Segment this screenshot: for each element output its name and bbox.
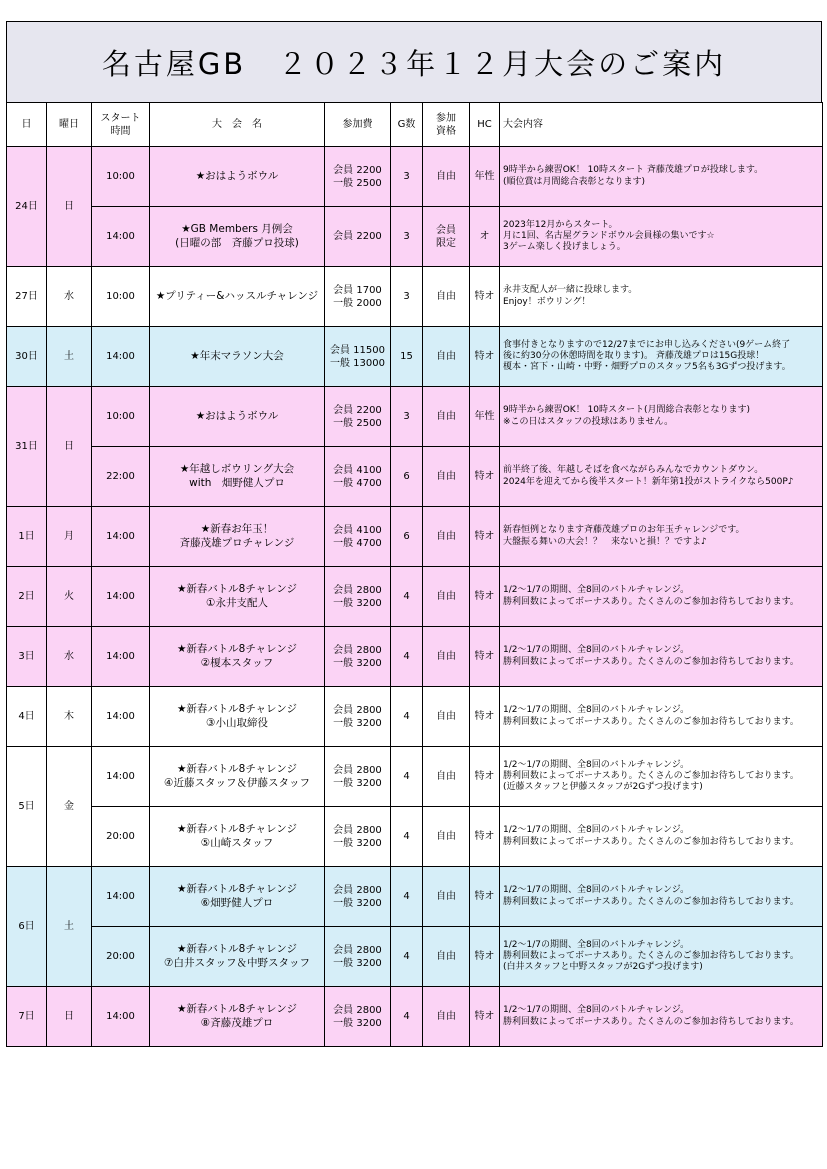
hc-cell: 年性 xyxy=(470,387,500,447)
games-cell: 4 xyxy=(391,807,423,867)
qualification-cell xyxy=(423,327,470,387)
text-line: ★おはようボウル xyxy=(195,169,279,182)
games-cell: 4 xyxy=(391,867,423,927)
header-start-time: スタート 時間 xyxy=(92,103,150,147)
text-line: 自由 xyxy=(436,411,456,422)
text-line: 会員 2200 xyxy=(333,231,382,242)
text-line: 月に1回、名古屋グランドボウル会員様の集いです☆ xyxy=(503,230,715,241)
text-line: ⑥畑野健人プロ xyxy=(200,896,274,909)
hc-cell: 特オ xyxy=(470,507,500,567)
weekday-cell: 木 xyxy=(47,687,92,747)
hc-cell: 特オ xyxy=(470,267,500,327)
qualification-cell xyxy=(423,267,470,327)
event-name-cell xyxy=(150,627,325,687)
hc-cell: 特オ xyxy=(470,867,500,927)
event-name-cell xyxy=(150,387,325,447)
event-name-cell xyxy=(150,567,325,627)
text-line: 榎本・宮下・山崎・中野・畑野プロのスタッフ5名も3Gずつ投げます。 xyxy=(503,362,791,373)
text-line: ★年末マラソン大会 xyxy=(190,349,284,362)
text-line: ★新春バトル8チャレンジ xyxy=(176,882,298,895)
table-row xyxy=(7,387,823,447)
content-cell xyxy=(500,687,823,747)
content-cell xyxy=(500,567,823,627)
games-cell: 4 xyxy=(391,567,423,627)
text-line: 2024年を迎えてから後半スタート！新年第1投がストライクなら500P♪ xyxy=(503,476,794,487)
text-line: 一般 2500 xyxy=(333,177,382,189)
event-name-cell xyxy=(150,507,325,567)
qualification-cell xyxy=(423,627,470,687)
qualification-cell xyxy=(423,687,470,747)
text-line: 1/2～1/7の期間、全8回のバトルチャレンジ。 xyxy=(503,585,690,596)
text-line: ⑧斉藤茂雄プロ xyxy=(200,1016,274,1029)
text-line: 3ゲーム楽しく投げましょう。 xyxy=(503,242,626,253)
text-line: 一般 3200 xyxy=(333,1017,382,1029)
text-line: 会員 2800 xyxy=(333,884,382,896)
hc-cell: 特オ xyxy=(470,447,500,507)
qualification-cell xyxy=(423,507,470,567)
text-line: 斉藤茂雄プロチャレンジ xyxy=(179,536,295,549)
text-line: ③小山取締役 xyxy=(206,716,268,729)
text-line: 前半終了後、年越しそばを食べながらみんなでカウントダウン。 xyxy=(503,465,764,476)
text-line: (白井スタッフと中野スタッフが2Gずつ投げます) xyxy=(503,962,703,973)
weekday-cell: 土 xyxy=(47,867,92,987)
day-cell: 30日 xyxy=(7,327,47,387)
text-line: 自由 xyxy=(436,951,456,962)
text-line: 1/2～1/7の期間、全8回のバトルチャレンジ。 xyxy=(503,645,690,656)
text-line: 会員 2200 xyxy=(333,404,382,416)
games-cell: 3 xyxy=(391,147,423,207)
text-line: 一般 4700 xyxy=(333,477,382,489)
event-name-cell xyxy=(150,447,325,507)
content-cell xyxy=(500,387,823,447)
text-line: 永井支配人が一緒に投球します。 xyxy=(503,285,638,296)
text-line: 限定 xyxy=(436,237,456,249)
games-cell: 3 xyxy=(391,207,423,267)
text-line: 会員 2800 xyxy=(333,644,382,656)
event-name-cell xyxy=(150,327,325,387)
table-row xyxy=(7,987,823,1047)
day-cell: 6日 xyxy=(7,867,47,987)
day-cell: 31日 xyxy=(7,387,47,507)
qualification-cell xyxy=(423,987,470,1047)
event-name-cell xyxy=(150,987,325,1047)
qualification-cell xyxy=(423,147,470,207)
text-line: (近藤スタッフと伊藤スタッフが2Gずつ投げます) xyxy=(503,782,703,793)
fee-cell xyxy=(325,807,391,867)
header-day: 日 xyxy=(7,103,47,147)
table-row xyxy=(7,147,823,207)
content-cell xyxy=(500,147,823,207)
hc-cell: 特オ xyxy=(470,567,500,627)
content-cell xyxy=(500,207,823,267)
text-line: ②榎本スタッフ xyxy=(200,656,274,669)
text-line: ⑤山崎スタッフ xyxy=(200,836,274,849)
table-row xyxy=(7,447,823,507)
text-line: 自由 xyxy=(436,351,456,362)
text-line: 勝利回数によってボーナスあり。たくさんのご参加お待ちしております。 xyxy=(503,656,799,667)
text-line: 会員 4100 xyxy=(333,524,382,536)
text-line: ①永井支配人 xyxy=(206,596,268,609)
qualification-cell xyxy=(423,207,470,267)
schedule-body xyxy=(7,147,823,1047)
text-line: 自由 xyxy=(436,891,456,902)
weekday-cell: 水 xyxy=(47,627,92,687)
header-hc: HC xyxy=(470,103,500,147)
text-line: 会員 4100 xyxy=(333,464,382,476)
text-line: 会員 xyxy=(436,224,456,236)
text-line: 会員 11500 xyxy=(330,344,385,356)
hc-cell: 年性 xyxy=(470,147,500,207)
text-line: ★新春バトル8チャレンジ xyxy=(176,642,298,655)
qualification-cell xyxy=(423,447,470,507)
day-cell: 24日 xyxy=(7,147,47,267)
schedule-sheet xyxy=(6,21,822,1047)
text-line: 一般 2500 xyxy=(333,417,382,429)
fee-cell xyxy=(325,267,391,327)
content-cell xyxy=(500,987,823,1047)
text-line: 一般 3200 xyxy=(333,597,382,609)
table-row xyxy=(7,927,823,987)
fee-cell xyxy=(325,327,391,387)
text-line: 自由 xyxy=(436,831,456,842)
fee-cell xyxy=(325,507,391,567)
day-cell: 27日 xyxy=(7,267,47,327)
text-line: 一般 3200 xyxy=(333,717,382,729)
start-time-cell: 20:00 xyxy=(92,807,150,867)
games-cell: 15 xyxy=(391,327,423,387)
text-line: 1/2～1/7の期間、全8回のバトルチャレンジ。 xyxy=(503,1005,690,1016)
games-cell: 6 xyxy=(391,447,423,507)
qualification-cell xyxy=(423,927,470,987)
content-cell xyxy=(500,807,823,867)
table-row xyxy=(7,747,823,807)
text-line: 自由 xyxy=(436,711,456,722)
header-event-name: 大 会 名 xyxy=(150,103,325,147)
table-row xyxy=(7,327,823,387)
text-line: ★新春バトル8チャレンジ xyxy=(176,762,298,775)
text-line: 勝利回数によってボーナスあり。たくさんのご参加お待ちしております。 xyxy=(503,836,799,847)
start-time-cell: 22:00 xyxy=(92,447,150,507)
text-line: 会員 2800 xyxy=(333,944,382,956)
games-cell: 4 xyxy=(391,987,423,1047)
weekday-cell: 月 xyxy=(47,507,92,567)
start-time-cell: 10:00 xyxy=(92,267,150,327)
text-line: (順位賞は月間総合表彰となります) xyxy=(503,176,646,187)
text-line: 1/2～1/7の期間、全8回のバトルチャレンジ。 xyxy=(503,939,690,950)
qualification-cell xyxy=(423,387,470,447)
games-cell: 4 xyxy=(391,747,423,807)
content-cell xyxy=(500,747,823,807)
weekday-cell: 金 xyxy=(47,747,92,867)
event-name-cell xyxy=(150,747,325,807)
fee-cell xyxy=(325,747,391,807)
text-line: 2023年12月からスタート。 xyxy=(503,219,618,230)
page-title: 名古屋GB ２０２３年１２月大会のご案内 xyxy=(101,46,727,81)
hc-cell: 特オ xyxy=(470,747,500,807)
start-time-cell: 14:00 xyxy=(92,507,150,567)
text-line: 自由 xyxy=(436,771,456,782)
text-line: (日曜の部 斉藤プロ投球) xyxy=(175,236,299,249)
text-line: 自由 xyxy=(436,651,456,662)
hc-cell: 特オ xyxy=(470,807,500,867)
table-row xyxy=(7,207,823,267)
text-line: ★新春お年玉！ xyxy=(200,522,274,535)
games-cell: 3 xyxy=(391,387,423,447)
text-line: ★新春バトル8チャレンジ xyxy=(176,1002,298,1015)
hc-cell: 特オ xyxy=(470,987,500,1047)
schedule-table xyxy=(6,102,823,1047)
fee-cell xyxy=(325,627,391,687)
text-line: 一般 3200 xyxy=(333,657,382,669)
text-line: 一般 2000 xyxy=(333,297,382,309)
content-cell xyxy=(500,267,823,327)
text-line: ★新春バトル8チャレンジ xyxy=(176,822,298,835)
text-line: 9時半から練習OK！ 10時スタート(月間総合表彰となります) xyxy=(503,405,751,416)
start-time-cell: 10:00 xyxy=(92,147,150,207)
text-line: 自由 xyxy=(436,171,456,182)
start-time-cell: 14:00 xyxy=(92,687,150,747)
content-cell xyxy=(500,507,823,567)
text-line: 会員 2800 xyxy=(333,824,382,836)
day-cell: 3日 xyxy=(7,627,47,687)
games-cell: 6 xyxy=(391,507,423,567)
text-line: 自由 xyxy=(436,531,456,542)
content-cell xyxy=(500,927,823,987)
games-cell: 4 xyxy=(391,687,423,747)
header-fee: 参加費 xyxy=(325,103,391,147)
text-line: ★新春バトル8チャレンジ xyxy=(176,582,298,595)
fee-cell xyxy=(325,987,391,1047)
text-line: 自由 xyxy=(436,1011,456,1022)
start-time-cell: 14:00 xyxy=(92,327,150,387)
hc-cell: 特オ xyxy=(470,327,500,387)
text-line: 新春恒例となります斉藤茂雄プロのお年玉チャレンジです。 xyxy=(503,525,745,536)
text-line: 一般 3200 xyxy=(333,957,382,969)
text-line: 勝利回数によってボーナスあり。たくさんのご参加お待ちしております。 xyxy=(503,896,799,907)
start-time-cell: 14:00 xyxy=(92,207,150,267)
text-line: with 畑野健人プロ xyxy=(189,476,285,489)
text-line: 勝利回数によってボーナスあり。たくさんのご参加お待ちしております。 xyxy=(503,1016,799,1027)
start-time-cell: 20:00 xyxy=(92,927,150,987)
start-time-cell: 14:00 xyxy=(92,747,150,807)
text-line: 勝利回数によってボーナスあり。たくさんのご参加お待ちしております。 xyxy=(503,950,799,961)
fee-cell xyxy=(325,567,391,627)
table-row xyxy=(7,567,823,627)
text-line: 一般 3200 xyxy=(333,897,382,909)
header-weekday: 曜日 xyxy=(47,103,92,147)
text-line: 1/2～1/7の期間、全8回のバトルチャレンジ。 xyxy=(503,825,690,836)
header-qualification: 参加 資格 xyxy=(423,103,470,147)
text-line: 会員 1700 xyxy=(333,284,382,296)
text-line: 会員 2800 xyxy=(333,704,382,716)
text-line: 会員 2800 xyxy=(333,1004,382,1016)
text-line: 自由 xyxy=(436,591,456,602)
text-line: ⑦白井スタッフ＆中野スタッフ xyxy=(164,956,310,969)
event-name-cell xyxy=(150,267,325,327)
text-line: ④近藤スタッフ＆伊藤スタッフ xyxy=(164,776,310,789)
day-cell: 5日 xyxy=(7,747,47,867)
weekday-cell: 水 xyxy=(47,267,92,327)
qualification-cell xyxy=(423,867,470,927)
text-line: Enjoy！ボウリング！ xyxy=(503,296,591,307)
text-line: ★新春バトル8チャレンジ xyxy=(176,942,298,955)
fee-cell xyxy=(325,867,391,927)
text-line: 自由 xyxy=(436,471,456,482)
event-name-cell xyxy=(150,807,325,867)
content-cell xyxy=(500,627,823,687)
fee-cell xyxy=(325,447,391,507)
hc-cell: 特オ xyxy=(470,927,500,987)
fee-cell xyxy=(325,927,391,987)
event-name-cell xyxy=(150,927,325,987)
text-line: 会員 2800 xyxy=(333,584,382,596)
text-line: ★新春バトル8チャレンジ xyxy=(176,702,298,715)
start-time-cell: 14:00 xyxy=(92,867,150,927)
content-cell xyxy=(500,867,823,927)
event-name-cell xyxy=(150,687,325,747)
qualification-cell xyxy=(423,747,470,807)
start-time-cell: 14:00 xyxy=(92,567,150,627)
table-row xyxy=(7,807,823,867)
header-games: G数 xyxy=(391,103,423,147)
hc-cell: 特オ xyxy=(470,687,500,747)
text-line: 一般 13000 xyxy=(330,357,385,369)
text-line: 一般 3200 xyxy=(333,837,382,849)
games-cell: 3 xyxy=(391,267,423,327)
title-banner xyxy=(6,21,822,103)
text-line: 9時半から練習OK！ 10時スタート 斉藤茂雄プロが投球します。 xyxy=(503,165,764,176)
games-cell: 4 xyxy=(391,927,423,987)
event-name-cell xyxy=(150,867,325,927)
table-row xyxy=(7,627,823,687)
content-cell xyxy=(500,327,823,387)
text-line: ★おはようボウル xyxy=(195,409,279,422)
start-time-cell: 14:00 xyxy=(92,627,150,687)
text-line: 大盤振る舞いの大会！？ 来ないと損！？ですよ♪ xyxy=(503,536,707,547)
text-line: 食事付きとなりますので12/27までにお申し込みください(9ゲーム終了 xyxy=(503,339,791,350)
hc-cell: オ xyxy=(470,207,500,267)
event-name-cell xyxy=(150,147,325,207)
fee-cell xyxy=(325,207,391,267)
text-line: 会員 2200 xyxy=(333,164,382,176)
qualification-cell xyxy=(423,807,470,867)
text-line: 勝利回数によってボーナスあり。たくさんのご参加お待ちしております。 xyxy=(503,770,799,781)
fee-cell xyxy=(325,147,391,207)
weekday-cell: 土 xyxy=(47,327,92,387)
table-row xyxy=(7,867,823,927)
table-row xyxy=(7,687,823,747)
text-line: 自由 xyxy=(436,291,456,302)
text-line: 1/2～1/7の期間、全8回のバトルチャレンジ。 xyxy=(503,705,690,716)
table-row xyxy=(7,267,823,327)
text-line: 一般 3200 xyxy=(333,777,382,789)
table-row xyxy=(7,507,823,567)
text-line: 後に約30分の休憩時間を取ります)。 斉藤茂雄プロは15G投球！ xyxy=(503,350,765,361)
header-content: 大会内容 xyxy=(500,103,823,147)
text-line: 勝利回数によってボーナスあり。たくさんのご参加お待ちしております。 xyxy=(503,596,799,607)
weekday-cell: 火 xyxy=(47,567,92,627)
text-line: 1/2～1/7の期間、全8回のバトルチャレンジ。 xyxy=(503,885,690,896)
text-line: ★GB Members 月例会 xyxy=(181,222,293,235)
text-line: ★年越しボウリング大会 xyxy=(179,462,295,475)
event-name-cell xyxy=(150,207,325,267)
text-line: 1/2～1/7の期間、全8回のバトルチャレンジ。 xyxy=(503,759,690,770)
text-line: 会員 2800 xyxy=(333,764,382,776)
header-row xyxy=(7,103,823,147)
day-cell: 7日 xyxy=(7,987,47,1047)
weekday-cell: 日 xyxy=(47,147,92,267)
weekday-cell: 日 xyxy=(47,987,92,1047)
text-line: 一般 4700 xyxy=(333,537,382,549)
hc-cell: 特オ xyxy=(470,627,500,687)
day-cell: 1日 xyxy=(7,507,47,567)
day-cell: 4日 xyxy=(7,687,47,747)
qualification-cell xyxy=(423,567,470,627)
content-cell xyxy=(500,447,823,507)
games-cell: 4 xyxy=(391,627,423,687)
text-line: ※この日はスタッフの投球はありません。 xyxy=(503,416,674,427)
text-line: ★プリティー&ハッスルチャレンジ xyxy=(155,289,319,302)
start-time-cell: 14:00 xyxy=(92,987,150,1047)
fee-cell xyxy=(325,687,391,747)
text-line: 勝利回数によってボーナスあり。たくさんのご参加お待ちしております。 xyxy=(503,716,799,727)
weekday-cell: 日 xyxy=(47,387,92,507)
fee-cell xyxy=(325,387,391,447)
day-cell: 2日 xyxy=(7,567,47,627)
start-time-cell: 10:00 xyxy=(92,387,150,447)
